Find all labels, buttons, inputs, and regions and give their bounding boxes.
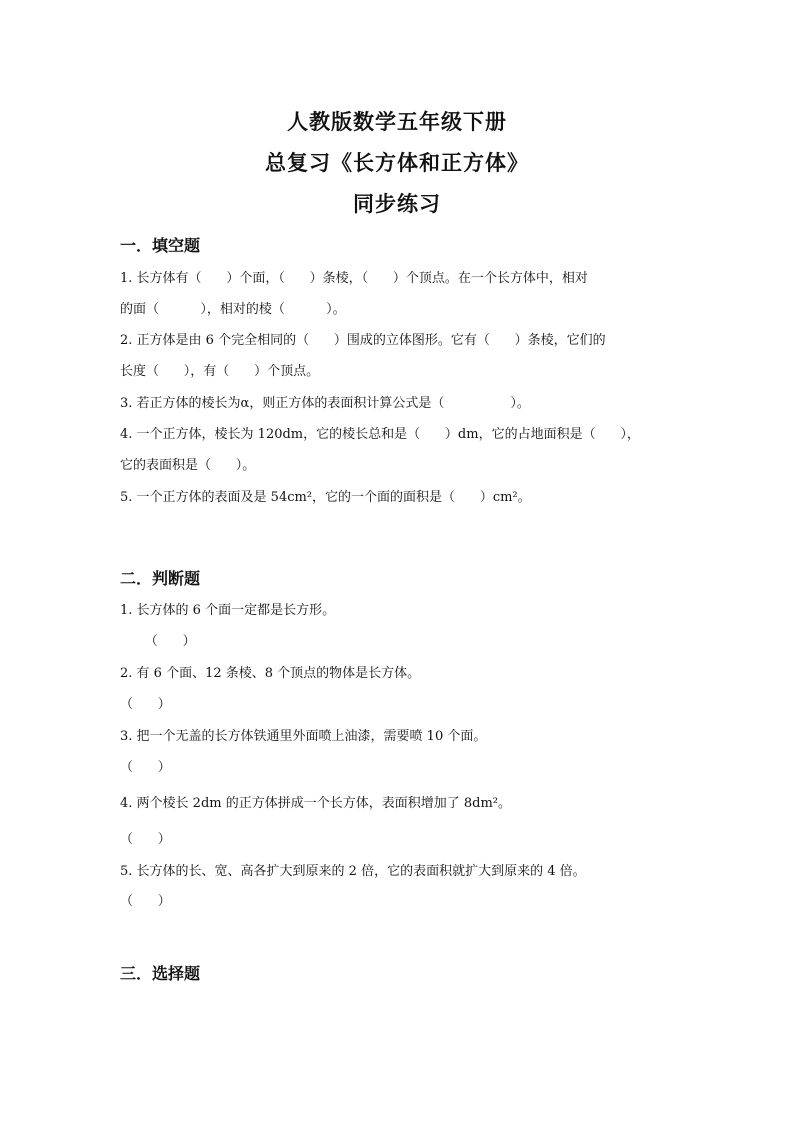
fill-blank-q3: 3. 若正方体的棱长为α，则正方体的表面积计算公式是（ ）。 <box>120 396 530 411</box>
judgement-q4-answer-blank: （ ） <box>120 832 171 847</box>
fill-blank-q2-line-2: 长度（ ），有（ ）个顶点。 <box>120 364 320 379</box>
fill-blank-q1-line-1: 1. 长方体有（ ）个面，（ ）条棱，（ ）个顶点。在一个长方体中，相对 <box>120 271 588 286</box>
section-heading-fill-blank: 一．填空题 <box>120 236 201 255</box>
judgement-q1: 1. 长方体的 6 个面一定都是长方形。 <box>120 603 336 618</box>
title-line-1: 人教版数学五年级下册 <box>287 109 507 134</box>
fill-blank-q4-line-1: 4. 一个正方体，棱长为 120dm，它的棱长总和是（ ）dm，它的占地面积是（ ）， <box>120 427 640 442</box>
judgement-q3-answer-blank: （ ） <box>120 760 171 775</box>
judgement-q4: 4. 两个棱长 2dm 的正方体拼成一个长方体，表面积增加了 8dm²。 <box>120 796 511 811</box>
judgement-q2: 2. 有 6 个面、12 条棱、8 个顶点的物体是长方体。 <box>120 666 421 681</box>
judgement-q5-answer-blank: （ ） <box>120 894 171 909</box>
title-line-2: 总复习《长方体和正方体》 <box>265 150 529 175</box>
fill-blank-q4-line-2: 它的表面积是（ ）。 <box>120 458 256 473</box>
judgement-q2-answer-blank: （ ） <box>120 697 171 712</box>
judgement-q3: 3. 把一个无盖的长方体铁通里外面喷上油漆，需要喷 10 个面。 <box>120 729 487 744</box>
section-heading-judgement: 二．判断题 <box>120 569 201 588</box>
judgement-q1-answer-blank: （ ） <box>120 634 196 649</box>
judgement-q5: 5. 长方体的长、宽、高各扩大到原来的 2 倍，它的表面积就扩大到原来的 4 倍。 <box>120 864 586 879</box>
fill-blank-q2-line-1: 2. 正方体是由 6 个完全相同的（ ）围成的立体图形。它有（ ）条棱，它们的 <box>120 333 606 348</box>
fill-blank-q5: 5. 一个正方体的表面及是 54cm²，它的一个面的面积是（ ）cm²。 <box>120 490 531 505</box>
title-line-3: 同步练习 <box>353 191 441 216</box>
fill-blank-q1-line-2: 的面（ ），相对的棱（ ）。 <box>120 302 346 317</box>
section-heading-multiple-choice: 三．选择题 <box>120 964 201 983</box>
